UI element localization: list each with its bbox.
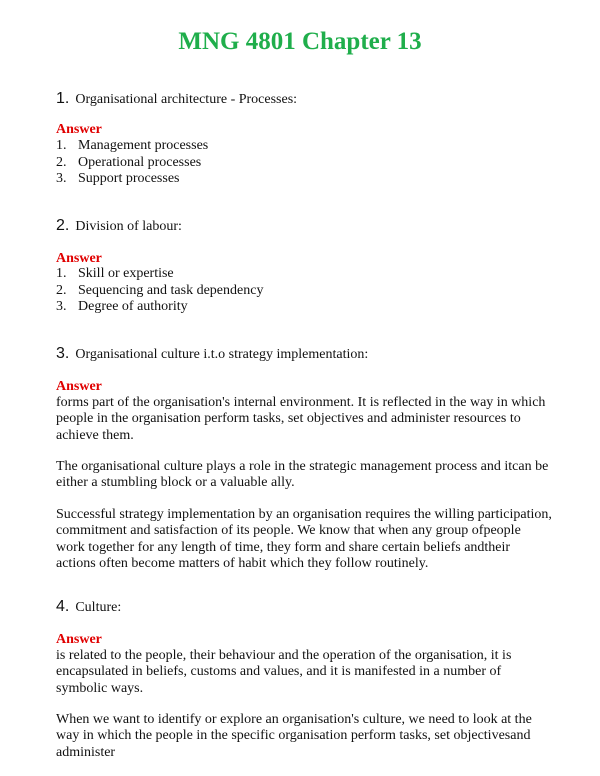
answer-paragraph: is related to the people, their behaviour and the operation of the organisation, it is encapsulated in beliefs, customs and values, and it is manifested in a number of symbolic ways. (56, 648, 512, 696)
list-item: 2. Sequencing and task dependency (56, 282, 264, 298)
question-number: 4. (56, 598, 70, 615)
answer-label: Answer (56, 122, 102, 137)
question-text: Organisational architecture - Processes: (75, 92, 298, 107)
question-4 (56, 599, 121, 616)
question-number: 3. (56, 345, 70, 362)
question-number: 1. (56, 90, 70, 107)
answer-paragraph: The organisational culture plays a role in the strategic management process and itcan be either a stumbling block or a valuable ally. (56, 459, 549, 491)
list-item: 1. Management processes (56, 138, 209, 153)
question-number: 2. (56, 217, 70, 234)
answer-label: Answer (56, 379, 102, 394)
answer-paragraph: forms part of the organisation's internal environment. It is reflected in the way in which people in the organisation perform tasks, set objectives and administer resources to achieve them. (56, 395, 546, 443)
question-text: Organisational culture i.t.o strategy implementation: (75, 347, 369, 362)
page-title: MNG 4801 Chapter 13 (178, 28, 422, 55)
list-item: 3. Support processes (56, 171, 180, 186)
answer-paragraph: Successful strategy implementation by an organisation requires the willing participation, commitment and satisfaction of its people. We know that when any group ofpeople work together for any length of time, they form and share certain beliefs andtheir actions often become matters of habit which they follow routinely. (56, 507, 552, 571)
answer-label: Answer (56, 632, 102, 647)
answer-list-1 (56, 138, 208, 188)
answer-list-2 (56, 266, 263, 316)
question-1 (56, 91, 297, 108)
list-item: 1. Skill or expertise (56, 266, 174, 281)
answer-paragraph: When we want to identify or explore an organisation's culture, we need to look at the way in which the people in the specific organisation perform tasks, set objectivesand administer (56, 712, 532, 760)
list-item: 2. Operational processes (56, 154, 202, 170)
question-2 (56, 218, 182, 235)
question-text: Culture: (75, 600, 122, 615)
list-item: 3. Degree of authority (56, 299, 188, 314)
question-3 (56, 346, 368, 363)
question-text: Division of labour: (75, 219, 182, 234)
answer-label: Answer (56, 251, 102, 266)
